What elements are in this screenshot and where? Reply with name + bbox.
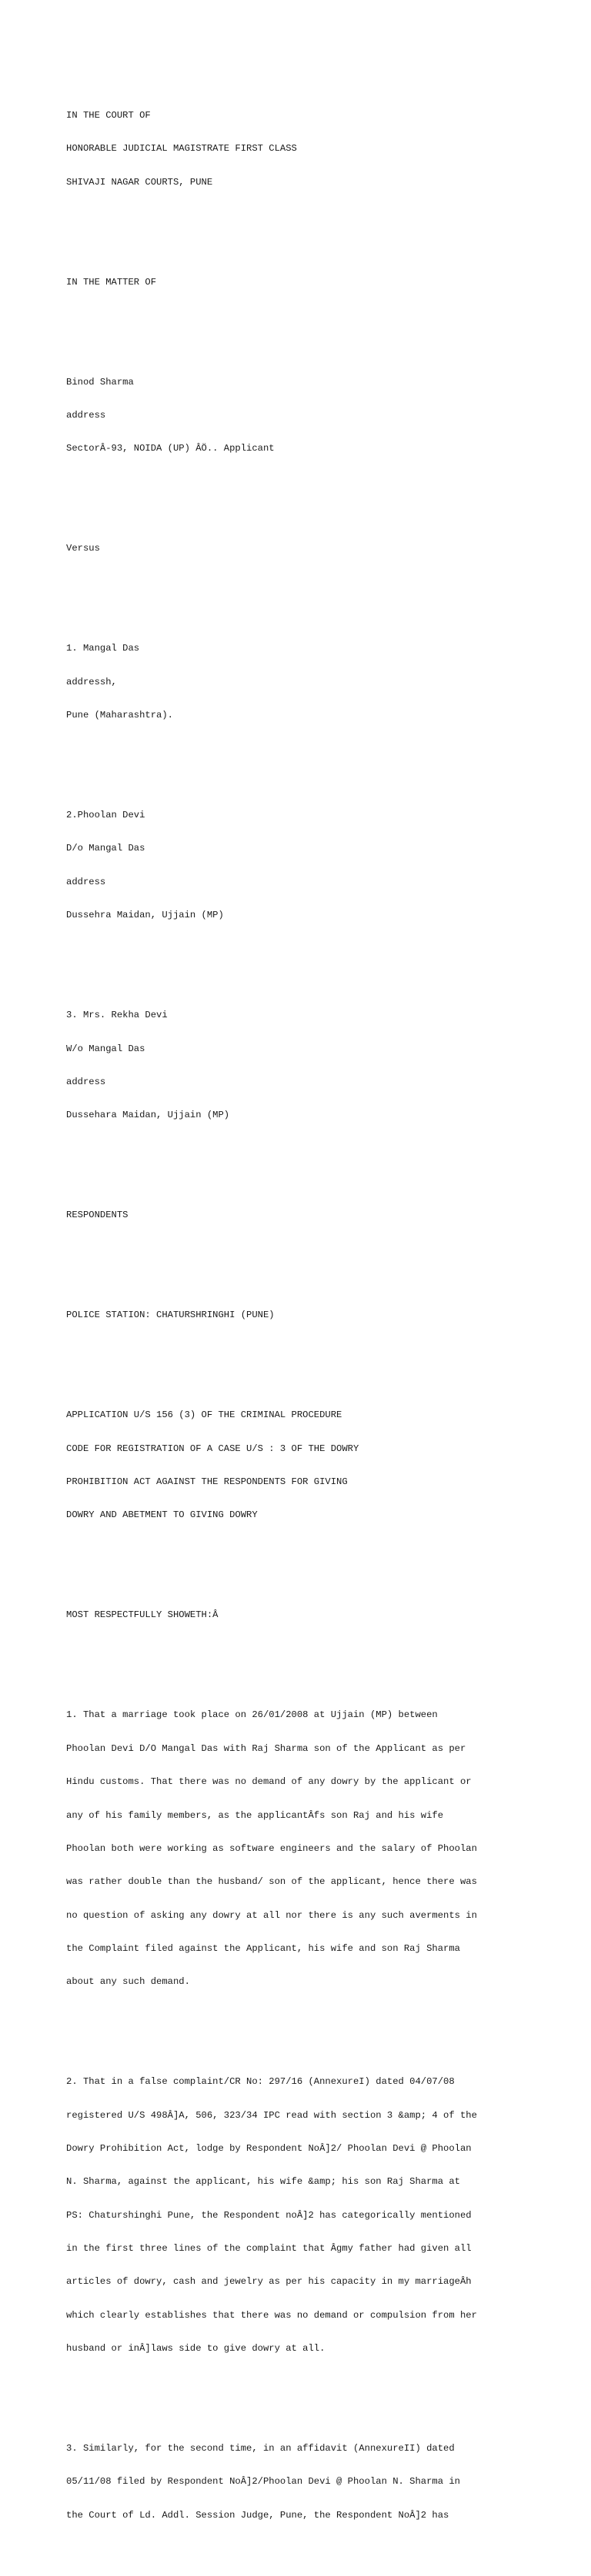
- respondent-1-block: [66, 621, 528, 743]
- respondent-line: W/o Mangal Das: [66, 1043, 145, 1054]
- showeth-line: MOST RESPECTFULLY SHOWETH:Â: [66, 1609, 219, 1621]
- respondent-3-block: [66, 987, 528, 1143]
- police-station-text: POLICE STATION: CHATURSHRINGHI (PUNE): [66, 1310, 275, 1321]
- applicant-line: SectorÂ-93, NOIDA (UP) ÂÖ.. Applicant: [66, 443, 275, 454]
- paragraph-line: 3. Similarly, for the second time, in an affidavit (AnnexureII) dated: [66, 2443, 455, 2455]
- applicant-block: [66, 354, 528, 477]
- paragraph-line: Dowry Prohibition Act, lodge by Respondent NoÂ]2/ Phoolan Devi @ Phoolan: [66, 2142, 472, 2154]
- paragraph-line: Phoolan Devi D/O Mangal Das with Raj Sharma son of the Applicant as per: [66, 1742, 466, 1754]
- paragraph-line: no question of asking any dowry at all nor there is any such averments in: [66, 1909, 477, 1921]
- respondent-line: Dussehara Maidan, Ujjain (MP): [66, 1110, 230, 1121]
- paragraph-line: the Complaint filed against the Applicant, his wife and son Raj Sharma: [66, 1942, 460, 1954]
- paragraph-3: [66, 2421, 528, 2543]
- respondent-line: 3. Mrs. Rekha Devi: [66, 1010, 168, 1021]
- respondents-line: RESPONDENTS: [66, 1210, 129, 1221]
- paragraph-line: husband or inÂ]laws side to give dowry at all.: [66, 2343, 326, 2355]
- respondent-line: addressh,: [66, 676, 117, 687]
- application-line: DOWRY AND ABETMENT TO GIVING DOWRY: [66, 1509, 258, 1521]
- paragraph-line: which clearly establishes that there was no demand or compulsion from her: [66, 2309, 477, 2321]
- respondents-heading: [66, 1187, 528, 1243]
- applicant-line: Binod Sharma: [66, 376, 134, 388]
- versus-line: Versus: [66, 543, 100, 554]
- header-line: SHIVAJI NAGAR COURTS, PUNE: [66, 176, 213, 188]
- paragraph-line: was rather double than the husband/ son of the applicant, hence there was: [66, 1876, 477, 1888]
- paragraph-line: registered U/S 498Â]A, 506, 323/34 IPC read with section 3 &amp; 4 of the: [66, 2109, 477, 2121]
- respondent-line: address: [66, 876, 106, 887]
- respondent-line: Dussehra Maidan, Ujjain (MP): [66, 910, 224, 921]
- paragraph-line: 1. That a marriage took place on 26/01/2008 at Ujjain (MP) between: [66, 1709, 438, 1721]
- paragraph-line: in the first three lines of the complaint that Âgmy father had given all: [66, 2243, 472, 2254]
- paragraph-line: any of his family members, as the applicantÂfs son Raj and his wife: [66, 1809, 444, 1821]
- header-line: IN THE COURT OF: [66, 109, 151, 121]
- respondent-line: address: [66, 1076, 106, 1087]
- respondent-2-block: [66, 787, 528, 943]
- paragraph-line: PS: Chaturshinghi Pune, the Respondent noÂ]2 has categorically mentioned: [66, 2209, 472, 2221]
- respondent-line: D/o Mangal Das: [66, 843, 145, 854]
- respondent-line: 1. Mangal Das: [66, 643, 140, 654]
- application-title: [66, 1387, 528, 1543]
- respondent-line: 2.Phoolan Devi: [66, 810, 145, 821]
- court-header: [66, 88, 528, 210]
- paragraph-1: [66, 1688, 528, 2010]
- application-line: CODE FOR REGISTRATION OF A CASE U/S : 3 OF THE DOWRY: [66, 1443, 359, 1454]
- police-station-line: [66, 1287, 528, 1343]
- versus-heading: [66, 521, 528, 576]
- paragraph-line: N. Sharma, against the applicant, his wife &amp; his son Raj Sharma at: [66, 2176, 460, 2188]
- paragraph-line: articles of dowry, cash and jewelry as per his capacity in my marriageÂh: [66, 2276, 472, 2288]
- header-line: HONORABLE JUDICIAL MAGISTRATE FIRST CLASS: [66, 143, 297, 155]
- showeth-heading: [66, 1588, 528, 1643]
- paragraph-line: Hindu customs. That there was no demand of any dowry by the applicant or: [66, 1776, 472, 1788]
- paragraph-line: 2. That in a false complaint/CR No: 297/16 (AnnexureI) dated 04/07/08: [66, 2076, 455, 2088]
- application-line: PROHIBITION ACT AGAINST THE RESPONDENTS FOR GIVING: [66, 1476, 348, 1488]
- respondent-line: Pune (Maharashtra).: [66, 710, 173, 721]
- paragraph-line: Phoolan both were working as software engineers and the salary of Phoolan: [66, 1842, 477, 1854]
- applicant-line: address: [66, 409, 106, 421]
- paragraph-2: [66, 2054, 528, 2376]
- matter-line: IN THE MATTER OF: [66, 276, 157, 288]
- paragraph-line: the Court of Ld. Addl. Session Judge, Pune, the Respondent NoÂ]2 has: [66, 2509, 449, 2521]
- matter-heading: [66, 255, 528, 310]
- document-text: [66, 65, 528, 2576]
- paragraph-line: about any such demand.: [66, 1976, 190, 1988]
- application-line: APPLICATION U/S 156 (3) OF THE CRIMINAL PROCEDURE: [66, 1409, 342, 1421]
- paragraph-line: 05/11/08 filed by Respondent NoÂ]2/Phoolan Devi @ Phoolan N. Sharma in: [66, 2476, 460, 2488]
